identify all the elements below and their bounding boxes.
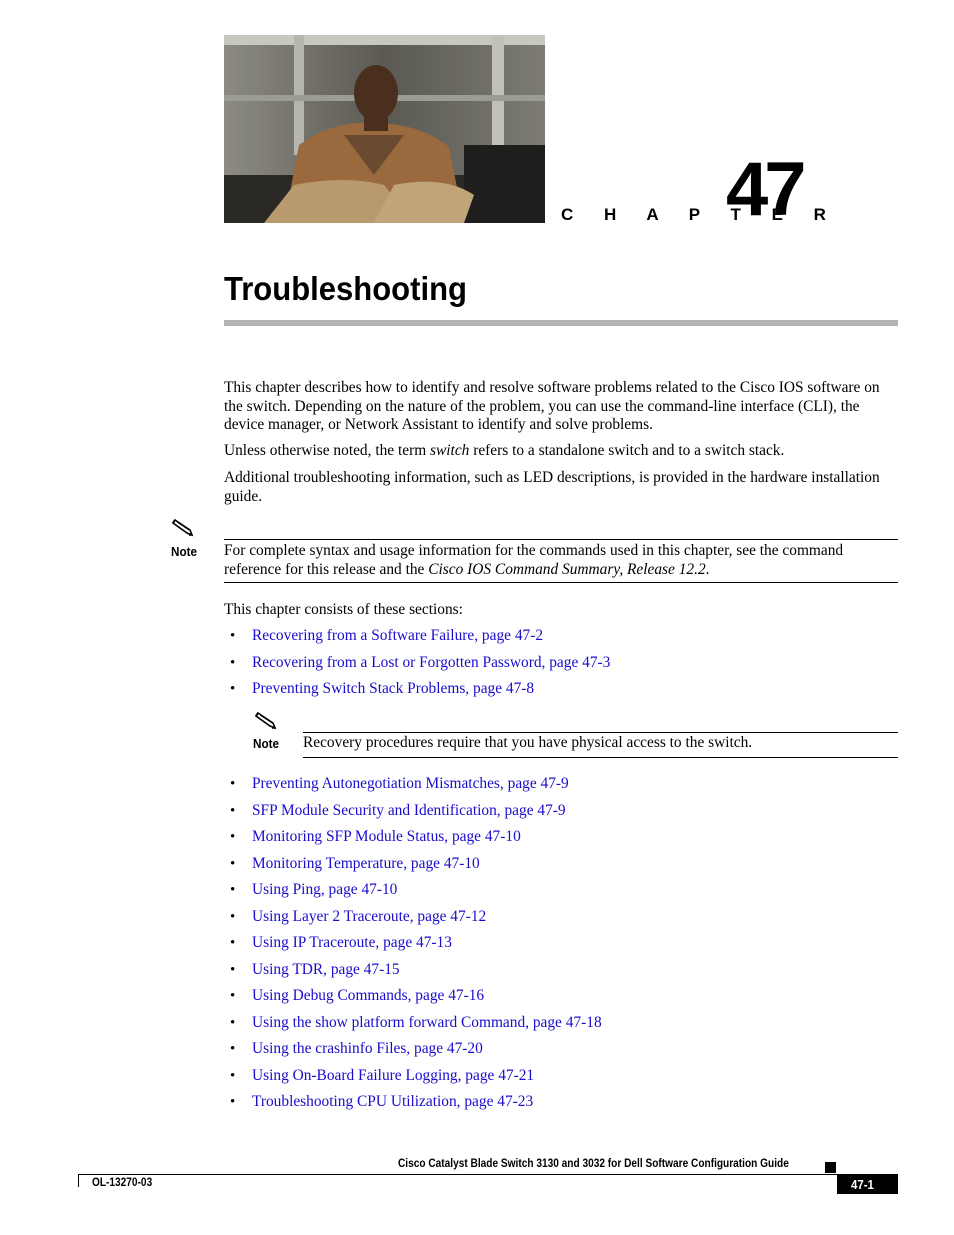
footer-guide-title: Cisco Catalyst Blade Switch 3130 and 3032 for Dell Software Configuration Guide: [398, 1158, 789, 1170]
section-link-ping[interactable]: Using Ping, page 47-10: [252, 881, 398, 898]
bullet: •: [230, 1094, 236, 1110]
footer-left-tick: [78, 1174, 79, 1187]
switch-term-paragraph: Unless otherwise noted, the term switch refers to a standalone switch and to a switch stack.: [224, 442, 785, 459]
chapter-label: C H A P T E R: [561, 205, 839, 224]
section-link-layer2-traceroute[interactable]: Using Layer 2 Traceroute, page 47-12: [252, 907, 487, 925]
section-link-tdr[interactable]: Using TDR, page 47-15: [252, 960, 400, 978]
note-label: Note: [253, 736, 280, 751]
list-item: [230, 775, 602, 802]
bullet: •: [230, 829, 236, 845]
section-link-debug-commands[interactable]: Using Debug Commands, page 47-16: [252, 987, 485, 1004]
section-link-lost-password[interactable]: Recovering from a Lost or Forgotten Password, page 47-3: [252, 653, 611, 671]
bullet: •: [230, 1067, 236, 1084]
section-link-autonegotiation[interactable]: Preventing Autonegotiation Mismatches, page 47-9: [252, 775, 569, 792]
section-link-ip-traceroute[interactable]: Using IP Traceroute, page 47-13: [252, 934, 452, 951]
note-label: Note: [171, 544, 198, 559]
bullet: •: [230, 681, 236, 697]
note-bottom-rule: [303, 757, 898, 758]
section-list-a: [230, 627, 610, 707]
bullet: •: [230, 776, 236, 792]
list-item: [230, 855, 602, 882]
sections-intro: This chapter consists of these sections:: [224, 601, 463, 618]
page-title: Troubleshooting: [224, 270, 467, 307]
note-top-rule: [224, 539, 898, 540]
pencil-note-icon: [172, 517, 196, 537]
section-link-show-platform-forward[interactable]: Using the show platform forward Command, page 47-18: [252, 1013, 602, 1031]
list-item: [230, 908, 602, 935]
section-link-crashinfo[interactable]: Using the crashinfo Files, page 47-20: [252, 1040, 483, 1057]
page-number: 47-1: [851, 1177, 874, 1192]
section-link-obfl[interactable]: Using On-Board Failure Logging, page 47-21: [252, 1066, 535, 1084]
title-rule: [224, 320, 898, 326]
footer-rule: [78, 1174, 898, 1175]
note-text: For complete syntax and usage information for the commands used in this chapter, see the command reference for this release and the Cisco IOS Command Summary, Release 12.2.: [224, 542, 844, 578]
chapter-number: 47: [726, 147, 803, 232]
list-item: [230, 654, 610, 681]
list-item: [230, 1014, 602, 1041]
section-link-sfp-status[interactable]: Monitoring SFP Module Status, page 47-10: [252, 828, 521, 845]
list-item: [230, 802, 602, 829]
bullet: •: [230, 855, 236, 872]
bullet: •: [230, 882, 236, 898]
bullet: •: [230, 628, 236, 644]
list-item: [230, 1040, 602, 1067]
hardware-info-paragraph: Additional troubleshooting information, such as LED descriptions, is provided in the hardware installation guide.: [224, 469, 880, 505]
bullet: •: [230, 961, 236, 978]
section-list-b: [230, 775, 602, 1120]
bullet: •: [230, 802, 236, 819]
section-link-switch-stack-problems[interactable]: Preventing Switch Stack Problems, page 47-8: [252, 680, 535, 697]
bullet: •: [230, 988, 236, 1004]
section-link-temperature[interactable]: Monitoring Temperature, page 47-10: [252, 854, 480, 872]
bullet: •: [230, 1041, 236, 1057]
note-bottom-rule: [224, 582, 898, 583]
list-item: [230, 680, 610, 707]
pencil-note-icon: [255, 710, 279, 730]
list-item: [230, 828, 602, 855]
footer-marker: [825, 1162, 836, 1173]
chapter-photo: [224, 35, 545, 223]
list-item: [230, 934, 602, 961]
bullet: •: [230, 935, 236, 951]
intro-paragraph: This chapter describes how to identify and resolve software problems related to the Cisco IOS software on the switch. Depending on the nature of the problem, you can use the command-line interface (CLI), the device manager, or Network Assistant to identify and solve problems.: [224, 379, 880, 433]
section-link-cpu-utilization[interactable]: Troubleshooting CPU Utilization, page 47-23: [252, 1093, 534, 1110]
note-text: Recovery procedures require that you have physical access to the switch.: [303, 734, 753, 751]
note-top-rule: [303, 732, 898, 733]
list-item: [230, 1067, 602, 1094]
section-link-sfp-security[interactable]: SFP Module Security and Identification, page 47-9: [252, 801, 566, 819]
list-item: [230, 1093, 602, 1120]
section-link-recovering-software-failure[interactable]: Recovering from a Software Failure, page 47-2: [252, 627, 544, 644]
list-item: [230, 987, 602, 1014]
bullet: •: [230, 908, 236, 925]
bullet: •: [230, 1014, 236, 1031]
footer-doc-number: OL-13270-03: [92, 1177, 153, 1189]
list-item: [230, 881, 602, 908]
list-item: [230, 961, 602, 988]
list-item: [230, 627, 610, 654]
bullet: •: [230, 654, 236, 671]
